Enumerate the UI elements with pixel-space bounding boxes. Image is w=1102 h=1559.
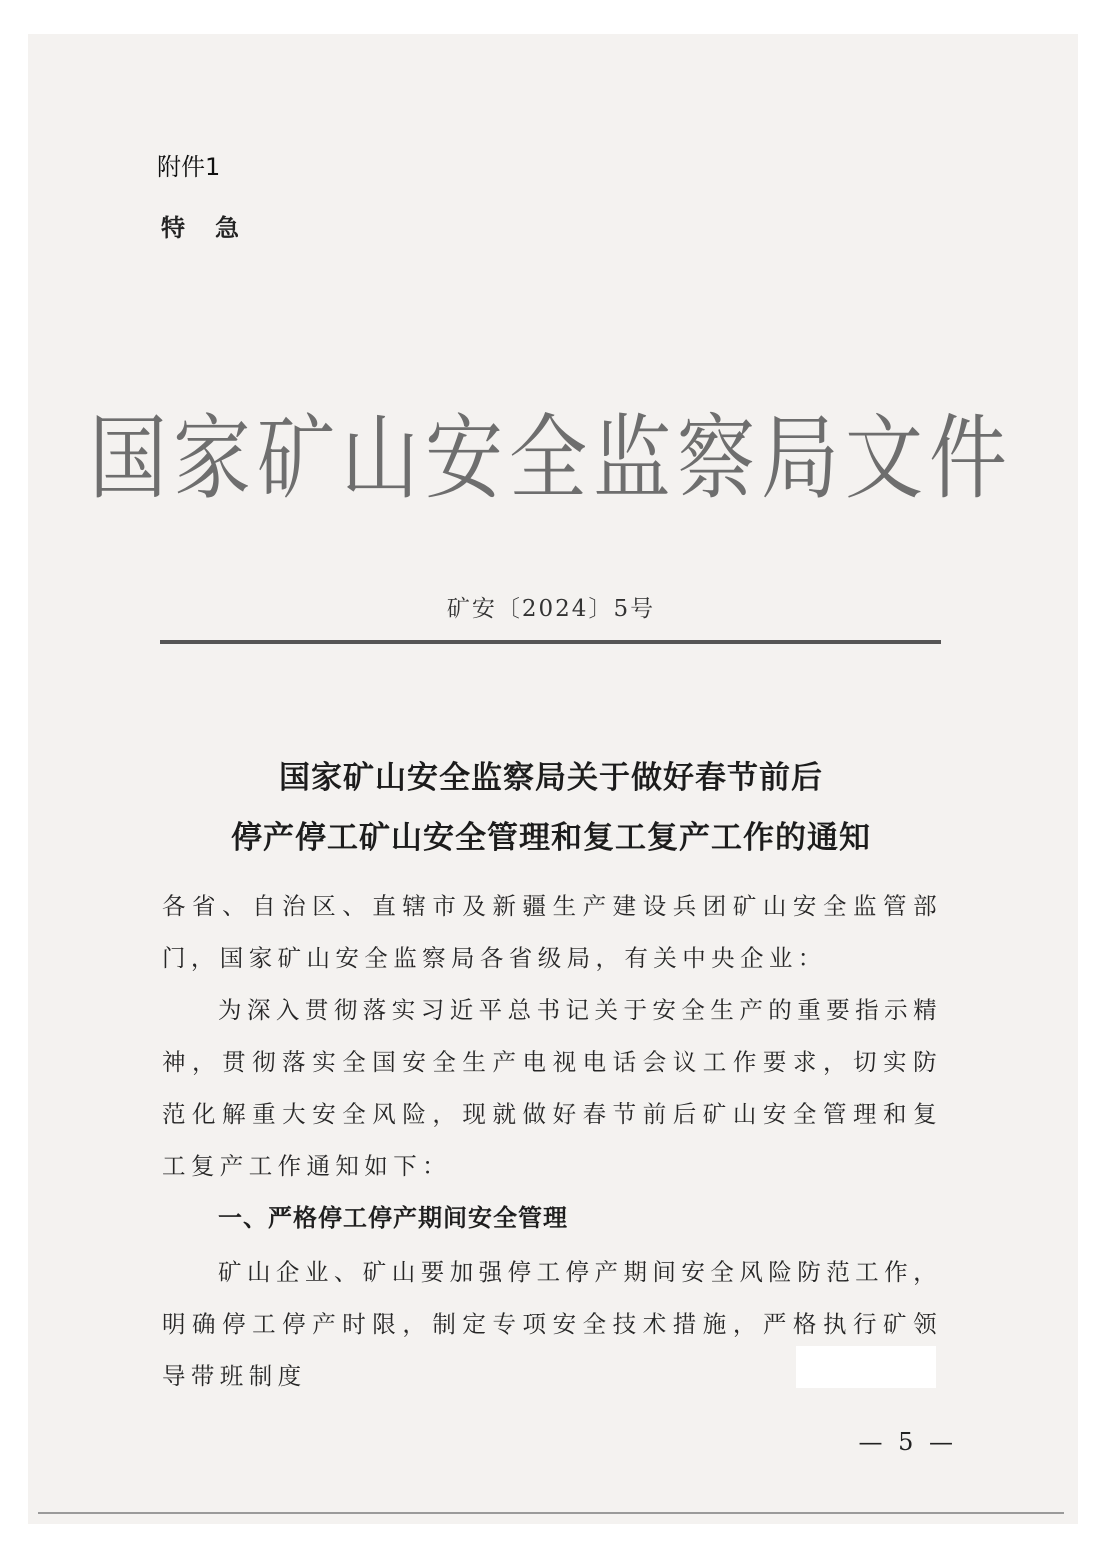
redaction-box xyxy=(796,1346,936,1388)
header-divider xyxy=(160,640,941,644)
section1-paragraph: 矿山企业、矿山要加强停工停产期间安全风险防范工作，明确停工停产时限，制定专项安全技术措施，严格执行矿领导带班制度 xyxy=(162,1258,942,1390)
attachment-label: 附件1 xyxy=(157,153,221,181)
title-line-1: 国家矿山安全监察局关于做好春节前后 xyxy=(279,760,823,796)
title-line-2: 停产停工矿山安全管理和复工复产工作的通知 xyxy=(231,820,871,856)
footer-line xyxy=(38,1512,1064,1514)
issuer-heading: 国家矿山安全监察局文件 xyxy=(88,406,1013,513)
addressee-paragraph: 各省、自治区、直辖市及新疆生产建设兵团矿山安全监管部门，国家矿山安全监察局各省级局，有关中央企业： xyxy=(162,892,942,972)
intro-paragraph: 为深入贯彻落实习近平总书记关于安全生产的重要指示精神，贯彻落实全国安全生产电视电话会议工作要求，切实防范化解重大安全风险，现就做好春节前后矿山安全管理和复工复产工作通知如下： xyxy=(162,996,942,1180)
page-number: — 5 — xyxy=(858,1428,957,1456)
urgency-label: 特急 xyxy=(161,214,269,242)
section1-heading: 一、严格停工停产期间安全管理 xyxy=(218,1204,568,1232)
document-number: 矿安〔2024〕5号 xyxy=(446,596,656,622)
